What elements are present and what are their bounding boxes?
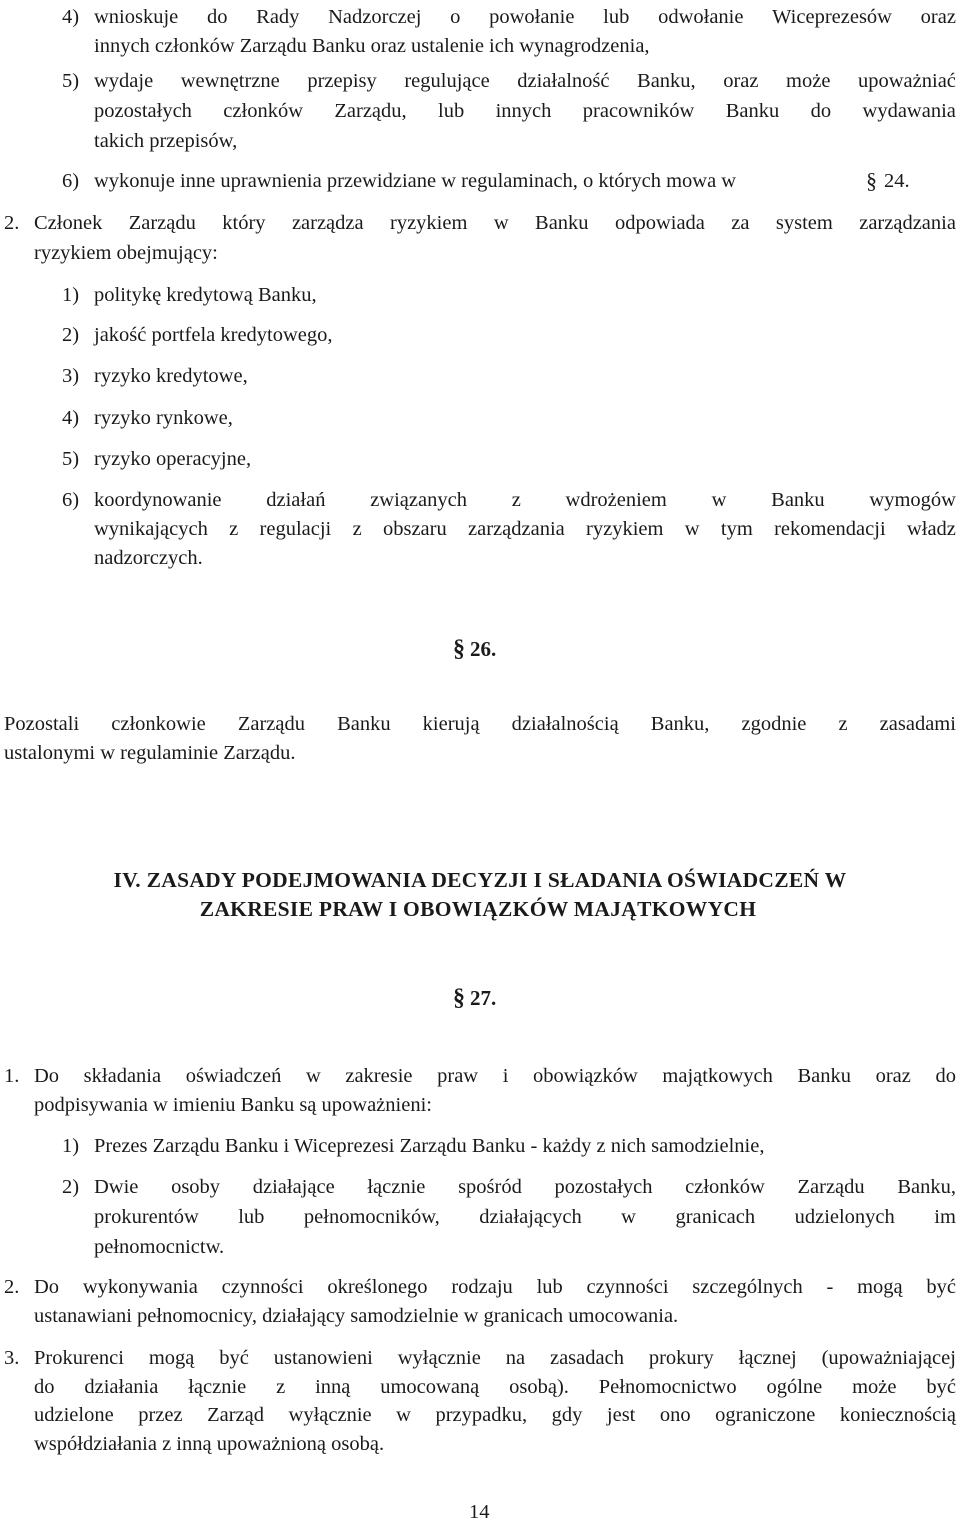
section-sign-icon <box>865 168 879 194</box>
paragraph-number: 2. <box>4 212 20 234</box>
page-number: 14 <box>469 1501 490 1523</box>
list-item-line: koordynowanie działań związanych z wdrożeniem w Banku wymogów <box>94 489 956 511</box>
paragraph-number: 2. <box>4 1276 20 1298</box>
list-item-number: 1) <box>62 284 80 306</box>
section-sign-icon <box>452 634 470 662</box>
paragraph-line: udzielone przez Zarząd wyłącznie w przypadku, gdy jest ono ograniczone koniecznością <box>34 1404 956 1426</box>
list-item-number: 1) <box>62 1135 80 1157</box>
list-item-line: 24. <box>884 170 910 192</box>
paragraph-number: 3. <box>4 1347 20 1369</box>
list-item-text: politykę kredytową Banku, <box>94 284 317 306</box>
section-number <box>452 983 496 1011</box>
list-item-number: 2) <box>62 1176 80 1198</box>
paragraph-line: ustalonymi w regulaminie Zarządu. <box>4 742 296 764</box>
paragraph-line: podpisywania w imieniu Banku są upoważnieni: <box>34 1094 432 1116</box>
paragraph-line: do działania łącznie z inną umocowaną osobą). Pełnomocnictwo ogólne może być <box>34 1376 956 1398</box>
list-item-line: wykonuje inne uprawnienia przewidziane w regulaminach, o których mowa w <box>94 170 737 192</box>
paragraph-line: współdziałania z inną upoważnioną osobą. <box>34 1433 385 1455</box>
paragraph-line: ustanawiani pełnomocnicy, działający samodzielnie w granicach umocowania. <box>34 1305 679 1327</box>
list-item-number: 5) <box>62 70 80 92</box>
svg-text:§: § <box>453 985 465 1011</box>
svg-text:§: § <box>866 168 877 193</box>
list-item-line: takich przepisów, <box>94 130 238 152</box>
list-item-line: pełnomocnictw. <box>94 1236 225 1258</box>
list-item-number: 5) <box>62 448 80 470</box>
list-item-line: Dwie osoby działające łącznie spośród pozostałych członków Zarządu Banku, <box>94 1176 956 1198</box>
section-number-text: 26. <box>470 637 497 661</box>
paragraph-line: ryzykiem obejmujący: <box>34 242 218 264</box>
list-item-number: 6) <box>62 170 80 192</box>
list-item-number: 6) <box>62 489 80 511</box>
list-item-line: prokurentów lub pełnomocników, działających w granicach udzielonych im <box>94 1206 956 1228</box>
chapter-heading: IV. ZASADY PODEJMOWANIA DECYZJI I SŁADANIA OŚWIADCZEŃ W <box>113 868 847 892</box>
paragraph-line: Prokurenci mogą być ustanowieni wyłącznie na zasadach prokury łącznej (upoważniającej <box>34 1347 956 1369</box>
list-item-line: wydaje wewnętrzne przepisy regulujące działalność Banku, oraz może upoważniać <box>94 70 956 92</box>
paragraph-line: Członek Zarządu który zarządza ryzykiem w Banku odpowiada za system zarządzania <box>34 212 956 234</box>
section-number <box>452 634 496 662</box>
list-item-number: 4) <box>62 6 80 28</box>
chapter-heading: ZAKRESIE PRAW I OBOWIĄZKÓW MAJĄTKOWYCH <box>199 897 757 921</box>
list-item-line: wnioskuje do Rady Nadzorczej o powołanie lub odwołanie Wiceprezesów oraz <box>94 6 956 28</box>
list-item-line: wynikających z regulacji z obszaru zarządzania ryzykiem w tym rekomendacji władz <box>94 518 956 540</box>
paragraph-line: Pozostali członkowie Zarządu Banku kierują działalnością Banku, zgodnie z zasadami <box>4 713 956 735</box>
svg-text:§: § <box>453 636 465 662</box>
paragraph-number: 1. <box>4 1065 20 1087</box>
section-number-text: 27. <box>470 986 497 1010</box>
list-item-line: Prezes Zarządu Banku i Wiceprezesi Zarządu Banku - każdy z nich samodzielnie, <box>94 1135 765 1157</box>
section-sign-icon <box>452 983 470 1011</box>
list-item-number: 4) <box>62 407 80 429</box>
list-item-line: pozostałych członków Zarządu, lub innych pracowników Banku do wydawania <box>94 100 956 122</box>
paragraph-line: Do wykonywania czynności określonego rodzaju lub czynności szczególnych - mogą być <box>34 1276 956 1298</box>
list-item-number: 2) <box>62 324 80 346</box>
paragraph-line: Do składania oświadczeń w zakresie praw i obowiązków majątkowych Banku oraz do <box>34 1065 956 1087</box>
list-item-text: ryzyko kredytowe, <box>94 365 248 387</box>
list-item-line: nadzorczych. <box>94 547 203 569</box>
list-item-text: ryzyko rynkowe, <box>94 407 233 429</box>
list-item-text: jakość portfela kredytowego, <box>94 324 333 346</box>
list-item-number: 3) <box>62 365 80 387</box>
list-item-line: innych członków Zarządu Banku oraz ustalenie ich wynagrodzenia, <box>94 35 650 57</box>
list-item-text: ryzyko operacyjne, <box>94 448 252 470</box>
